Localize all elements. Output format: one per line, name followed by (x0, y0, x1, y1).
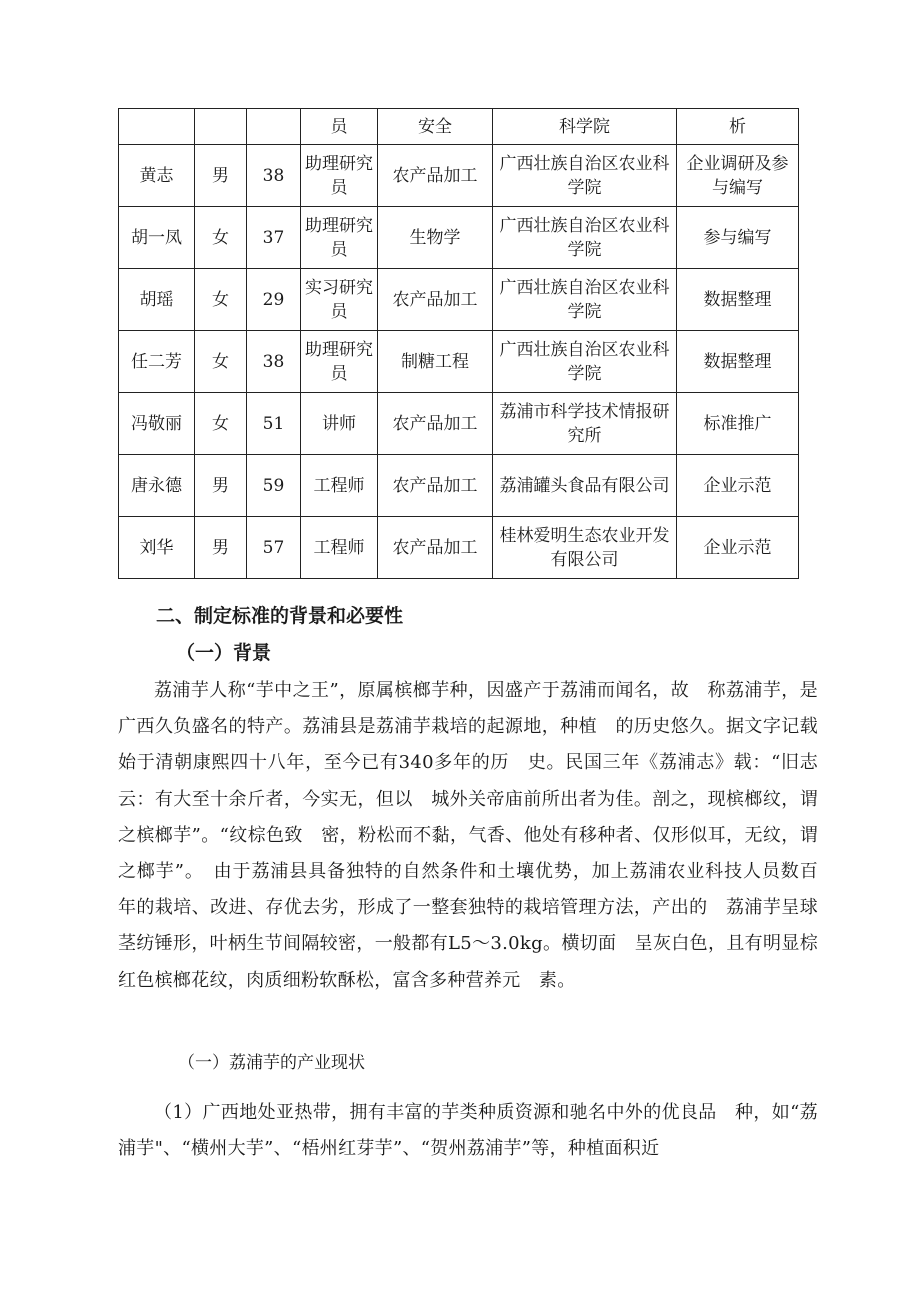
table-row (119, 207, 799, 269)
cell-age: 37 (247, 207, 301, 269)
subheading-industry-status: （一）荔浦芋的产业现状 (178, 1053, 365, 1073)
cell-gender: 女 (195, 393, 247, 455)
cell-major: 生物学 (378, 207, 493, 269)
cell-gender (195, 109, 247, 145)
cell-age: 38 (247, 145, 301, 207)
cell-title: 助理研究员 (301, 331, 378, 393)
cell-role: 数据整理 (677, 269, 799, 331)
cell-major: 制糖工程 (378, 331, 493, 393)
cell-major: 农产品加工 (378, 269, 493, 331)
section-heading: 二、制定标准的背景和必要性 (156, 605, 404, 627)
table-row (119, 393, 799, 455)
cell-age: 57 (247, 517, 301, 579)
cell-role: 企业示范 (677, 517, 799, 579)
cell-org: 荔浦罐头食品有限公司 (493, 455, 677, 517)
cell-major: 农产品加工 (378, 145, 493, 207)
cell-gender: 男 (195, 517, 247, 579)
cell-title: 讲师 (301, 393, 378, 455)
cell-gender: 男 (195, 145, 247, 207)
background-paragraph: 荔浦芋人称“芋中之王”，原属槟榔芋种，因盛产于荔浦而闻名，故 称荔浦芋，是广西久负盛名的特产。荔浦县是荔浦芋栽培的起源地，种植 的历史悠久。据文字记载始于清朝康熙四十八年，至今已有340多年的历 史。民国三年《荔浦志》载：“旧志云：有大至十余斤者，今实无，但以 城外关帝庙前所出者为佳。剖之，现槟榔纹，谓之槟榔芋”。“纹棕色致 密，粉松而不黏，气香、他处有移种者、仅形似耳，无纹，谓之榔芋”。 由于荔浦县具备独特的自然条件和土壤优势，加上荔浦农业科技人员数百 年的栽培、改进、存优去劣，形成了一整套独特的栽培管理方法，产出的 荔浦芋呈球茎纺锤形，叶柄生节间隔较密，一般都有L5～3.0kg。横切面 呈灰白色，且有明显棕红色槟榔花纹，肉质细粉软酥松，富含多种营养元 素。 (118, 680, 837, 991)
cell-title: 实习研究员 (301, 269, 378, 331)
cell-name: 胡一凤 (119, 207, 195, 269)
table-row (119, 269, 799, 331)
industry-paragraph: （1）广西地处亚热带，拥有丰富的芋类种质资源和驰名中外的优良品 种，如“荔浦芋"、“横州大芋”、“梧州红芽芋”、“贺州荔浦芋”等，种植面积近 (118, 1102, 818, 1159)
cell-major: 安全 (378, 109, 493, 145)
table-row (119, 109, 799, 145)
cell-title: 助理研究员 (301, 145, 378, 207)
cell-age: 59 (247, 455, 301, 517)
cell-name: 冯敬丽 (119, 393, 195, 455)
cell-role: 企业调研及参与编写 (677, 145, 799, 207)
cell-gender: 男 (195, 455, 247, 517)
table-row (119, 455, 799, 517)
cell-org: 科学院 (493, 109, 677, 145)
cell-org: 广西壮族自治区农业科学院 (493, 269, 677, 331)
subheading-background: （一）背景 (176, 642, 272, 664)
cell-role: 标准推广 (677, 393, 799, 455)
cell-gender: 女 (195, 331, 247, 393)
cell-major: 农产品加工 (378, 393, 493, 455)
cell-name: 任二芳 (119, 331, 195, 393)
table-row (119, 145, 799, 207)
cell-org: 广西壮族自治区农业科学院 (493, 331, 677, 393)
cell-role: 参与编写 (677, 207, 799, 269)
cell-major: 农产品加工 (378, 517, 493, 579)
table-row (119, 331, 799, 393)
cell-title: 工程师 (301, 455, 378, 517)
cell-name: 刘华 (119, 517, 195, 579)
cell-org: 广西壮族自治区农业科学院 (493, 207, 677, 269)
cell-name: 黄志 (119, 145, 195, 207)
cell-gender: 女 (195, 207, 247, 269)
cell-role: 析 (677, 109, 799, 145)
cell-role: 数据整理 (677, 331, 799, 393)
cell-name: 胡瑶 (119, 269, 195, 331)
cell-age: 38 (247, 331, 301, 393)
cell-gender: 女 (195, 269, 247, 331)
cell-org: 广西壮族自治区农业科学院 (493, 145, 677, 207)
cell-role: 企业示范 (677, 455, 799, 517)
cell-age (247, 109, 301, 145)
cell-title: 助理研究员 (301, 207, 378, 269)
table-row (119, 517, 799, 579)
cell-name: 唐永德 (119, 455, 195, 517)
cell-age: 29 (247, 269, 301, 331)
cell-org: 荔浦市科学技术情报研究所 (493, 393, 677, 455)
cell-title: 工程师 (301, 517, 378, 579)
cell-age: 51 (247, 393, 301, 455)
staff-table (118, 108, 799, 579)
cell-org: 桂林爱明生态农业开发有限公司 (493, 517, 677, 579)
cell-major: 农产品加工 (378, 455, 493, 517)
cell-name (119, 109, 195, 145)
cell-title: 员 (301, 109, 378, 145)
